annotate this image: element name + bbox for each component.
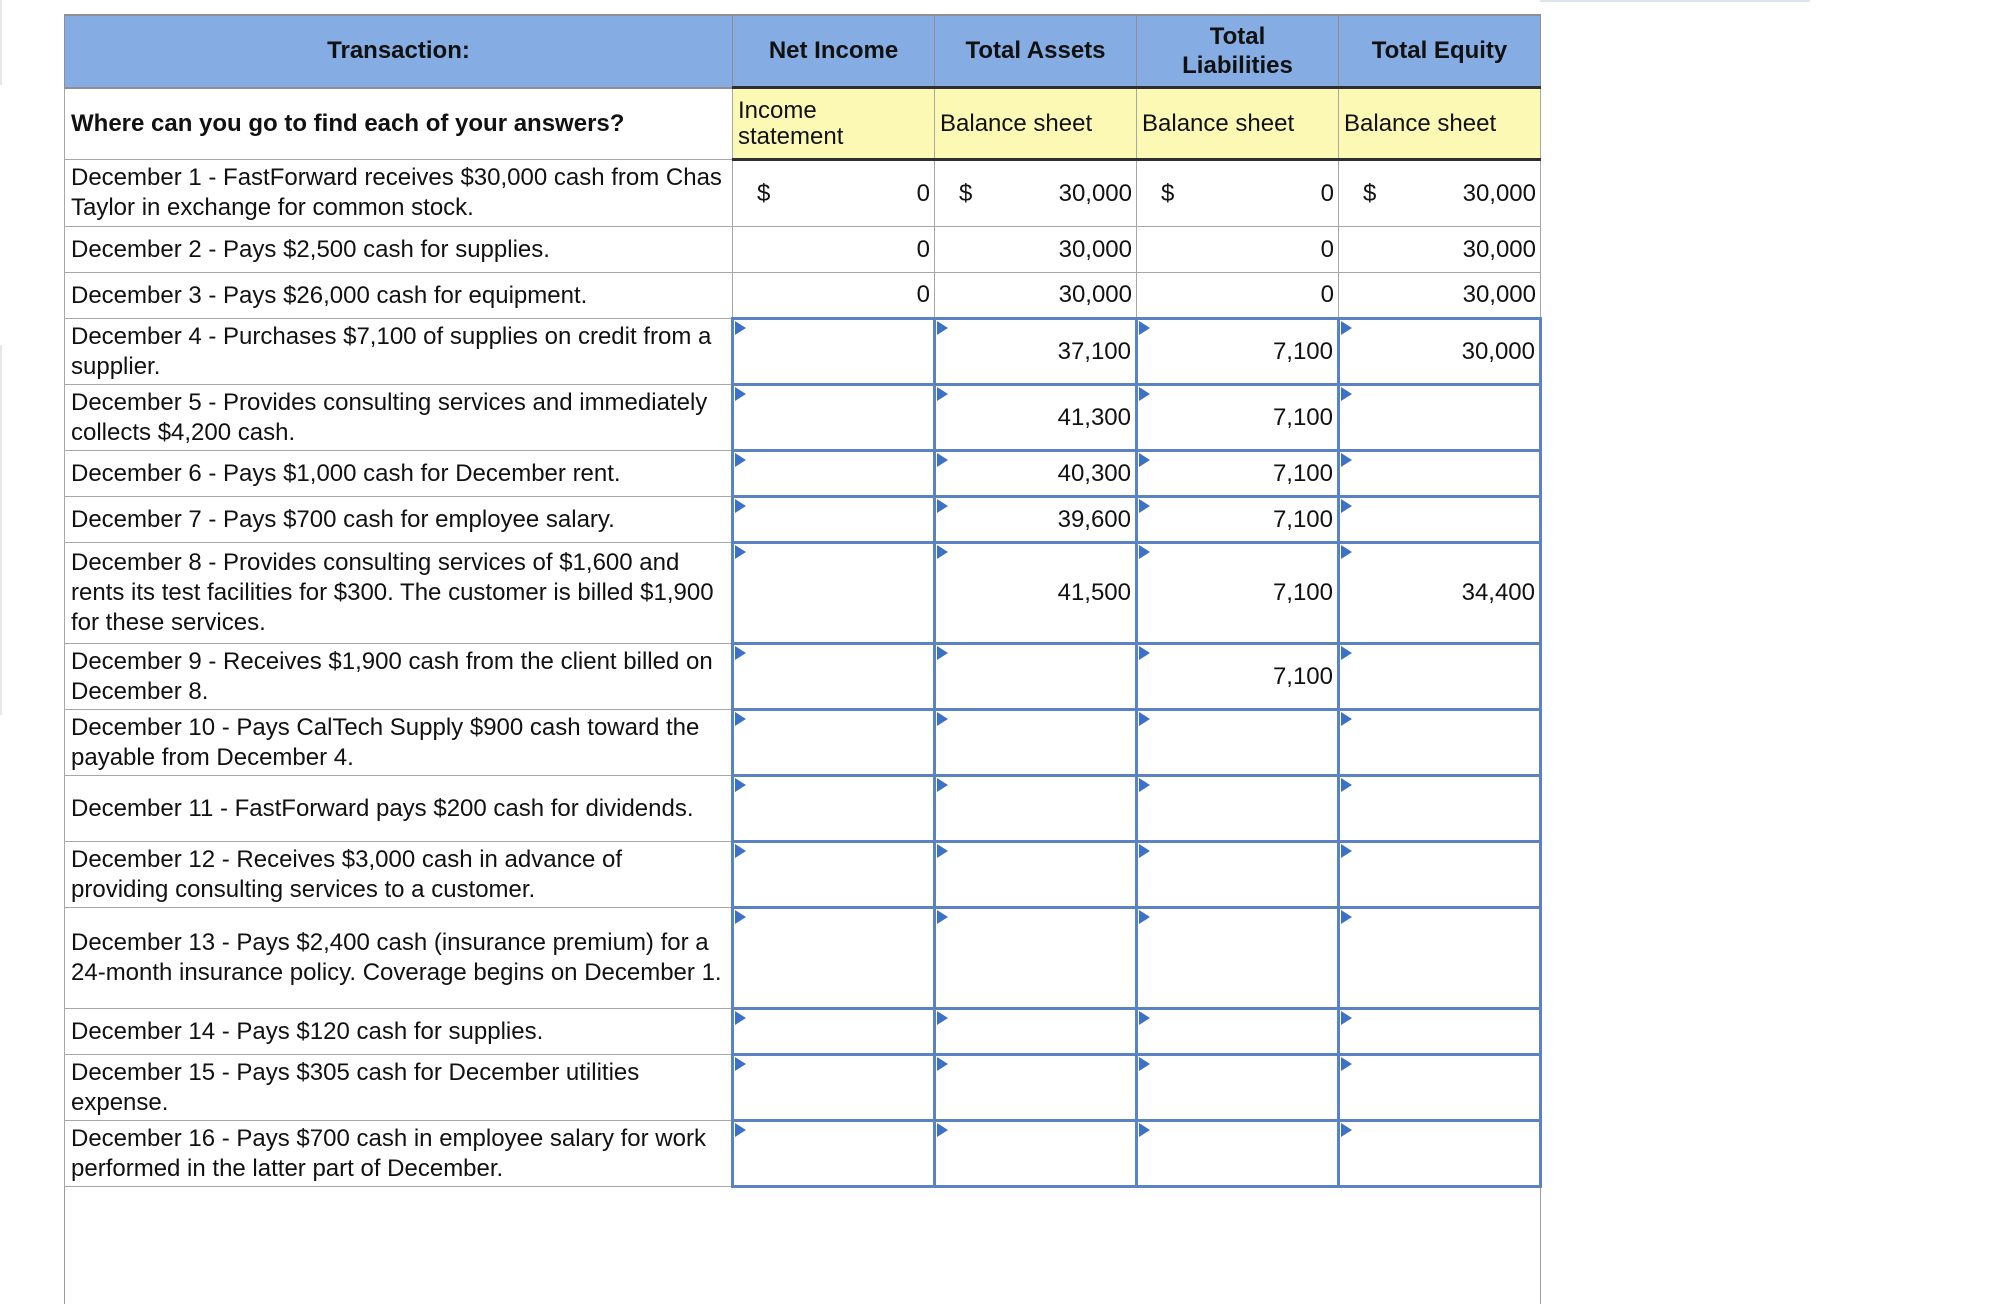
cell-total-equity[interactable] [1339, 385, 1541, 451]
input-marker-icon [1139, 545, 1150, 559]
dollar-sign: $ [757, 179, 771, 207]
transaction-description: December 11 - FastForward pays $200 cash for dividends. [65, 776, 733, 842]
input-marker-icon [937, 910, 948, 924]
input-marker-icon [937, 545, 948, 559]
cell-total-assets[interactable] [935, 644, 1137, 710]
source-net-income-line1: Income [738, 96, 817, 124]
cell-net-income [733, 227, 935, 273]
input-marker-icon [735, 1057, 746, 1071]
top-rule-decoration [1540, 0, 1810, 2]
cell-value: 0 [916, 179, 930, 207]
cell-total-equity[interactable] [1339, 1121, 1541, 1187]
cell-total-liabilities[interactable] [1137, 1121, 1339, 1187]
cell-total-equity[interactable] [1339, 842, 1541, 908]
transaction-description: December 5 - Provides consulting services and immediately collects $4,200 cash. [65, 385, 733, 451]
transaction-description: December 6 - Pays $1,000 cash for December rent. [65, 451, 733, 497]
source-net-income [733, 88, 935, 160]
cell-total-assets[interactable] [935, 842, 1137, 908]
cell-net-income[interactable] [733, 543, 935, 644]
input-marker-icon [1139, 1057, 1150, 1071]
transaction-description: December 15 - Pays $305 cash for December utilities expense. [65, 1055, 733, 1121]
cell-total-liabilities[interactable] [1137, 842, 1339, 908]
input-marker-icon [1139, 453, 1150, 467]
cell-total-liabilities[interactable] [1137, 776, 1339, 842]
cell-value: 0 [1320, 281, 1334, 308]
input-marker-icon [1341, 1057, 1352, 1071]
input-marker-icon [735, 387, 746, 401]
column-header-transaction: Transaction: [65, 15, 733, 88]
transaction-row [65, 319, 1541, 385]
input-marker-icon [735, 321, 746, 335]
input-marker-icon [1139, 499, 1150, 513]
transaction-row [65, 543, 1541, 644]
column-header-net-income: Net Income [733, 15, 935, 88]
cell-value: 7,100 [1272, 459, 1333, 487]
cell-net-income[interactable] [733, 1009, 935, 1055]
input-marker-icon [1341, 387, 1352, 401]
cell-value: 7,100 [1272, 662, 1333, 690]
left-edge-decoration [0, 0, 2, 85]
cell-net-income[interactable] [733, 497, 935, 543]
cell-total-assets [935, 227, 1137, 273]
transaction-row [65, 644, 1541, 710]
transaction-row [65, 160, 1541, 227]
cell-total-equity[interactable] [1339, 543, 1541, 644]
left-edge-decoration [0, 345, 2, 715]
cell-total-liabilities[interactable] [1137, 710, 1339, 776]
cell-net-income[interactable] [733, 1055, 935, 1121]
cell-value: 30,000 [1462, 281, 1536, 308]
input-marker-icon [937, 778, 948, 792]
transaction-row [65, 1121, 1541, 1187]
cell-total-liabilities [1137, 160, 1339, 227]
input-marker-icon [937, 1057, 948, 1071]
input-marker-icon [1139, 778, 1150, 792]
cell-value: 30,000 [1461, 337, 1535, 365]
cell-net-income[interactable] [733, 319, 935, 385]
input-marker-icon [1139, 844, 1150, 858]
source-total-liabilities: Balance sheet [1137, 88, 1339, 160]
transaction-row [65, 710, 1541, 776]
cell-total-liabilities [1137, 273, 1339, 319]
transaction-row [65, 451, 1541, 497]
cell-total-liabilities [1137, 227, 1339, 273]
cell-total-assets[interactable] [935, 543, 1137, 644]
input-marker-icon [735, 712, 746, 726]
input-marker-icon [937, 1123, 948, 1137]
transaction-description: December 8 - Provides consulting services of $1,600 and rents its test facilities for $300. The customer is billed $1,900 for these services. [65, 543, 733, 644]
transaction-row [65, 1009, 1541, 1055]
cell-total-assets [935, 160, 1137, 227]
cell-net-income[interactable] [733, 1121, 935, 1187]
transaction-description: December 1 - FastForward receives $30,000 cash from Chas Taylor in exchange for common stock. [65, 160, 733, 227]
cell-total-liabilities[interactable] [1137, 908, 1339, 1009]
transaction-description: December 2 - Pays $2,500 cash for supplies. [65, 227, 733, 273]
header-row [65, 15, 1541, 88]
input-marker-icon [1341, 453, 1352, 467]
input-marker-icon [1341, 910, 1352, 924]
cell-net-income[interactable] [733, 842, 935, 908]
input-marker-icon [1139, 387, 1150, 401]
cell-total-equity[interactable] [1339, 710, 1541, 776]
cell-value: 30,000 [1462, 235, 1536, 263]
cell-total-assets[interactable] [935, 710, 1137, 776]
cell-value: 7,100 [1272, 579, 1333, 606]
input-marker-icon [1139, 1123, 1150, 1137]
input-marker-icon [937, 321, 948, 335]
cell-value: 37,100 [1057, 337, 1131, 365]
cell-value: 41,300 [1057, 403, 1131, 431]
cell-total-equity[interactable] [1339, 451, 1541, 497]
input-marker-icon [1341, 1123, 1352, 1137]
cell-total-equity[interactable] [1339, 319, 1541, 385]
transaction-row [65, 497, 1541, 543]
input-marker-icon [1341, 778, 1352, 792]
transaction-description: December 7 - Pays $700 cash for employee salary. [65, 497, 733, 543]
cell-value: 0 [1320, 179, 1334, 207]
transaction-description: December 4 - Purchases $7,100 of supplies on credit from a supplier. [65, 319, 733, 385]
input-marker-icon [735, 844, 746, 858]
column-header-total-equity: Total Equity [1339, 15, 1541, 88]
transaction-row [65, 273, 1541, 319]
input-marker-icon [937, 387, 948, 401]
transaction-description: December 9 - Receives $1,900 cash from the client billed on December 8. [65, 644, 733, 710]
cell-total-liabilities[interactable] [1137, 319, 1339, 385]
cell-total-equity[interactable] [1339, 497, 1541, 543]
cell-total-assets[interactable] [935, 776, 1137, 842]
input-marker-icon [937, 1011, 948, 1025]
cell-total-liabilities[interactable] [1137, 1009, 1339, 1055]
input-marker-icon [735, 910, 746, 924]
source-total-assets: Balance sheet [935, 88, 1137, 160]
transaction-description: December 14 - Pays $120 cash for supplies. [65, 1009, 733, 1055]
transaction-description: December 16 - Pays $700 cash in employee salary for work performed in the latter part of December. [65, 1121, 733, 1187]
cell-net-income[interactable] [733, 451, 935, 497]
cell-net-income [733, 273, 935, 319]
cell-total-assets[interactable] [935, 1055, 1137, 1121]
cell-total-assets[interactable] [935, 385, 1137, 451]
transaction-analysis-table [64, 14, 1542, 1188]
input-marker-icon [735, 646, 746, 660]
cell-value: 30,000 [1462, 179, 1536, 207]
cell-value: 30,000 [1058, 235, 1132, 263]
cell-total-assets[interactable] [935, 497, 1137, 543]
cell-total-liabilities[interactable] [1137, 543, 1339, 644]
column-header-total-assets: Total Assets [935, 15, 1137, 88]
cell-value: 30,000 [1058, 281, 1132, 308]
input-marker-icon [1139, 321, 1150, 335]
input-marker-icon [1139, 646, 1150, 660]
input-marker-icon [1341, 646, 1352, 660]
cell-total-equity [1339, 273, 1541, 319]
input-marker-icon [1341, 844, 1352, 858]
cell-total-assets[interactable] [935, 1009, 1137, 1055]
input-marker-icon [735, 1011, 746, 1025]
source-net-income-line2: statement [738, 122, 844, 150]
cell-total-assets [935, 273, 1137, 319]
input-marker-icon [735, 778, 746, 792]
cell-net-income[interactable] [733, 776, 935, 842]
transaction-row [65, 385, 1541, 451]
column-header-total-liabilities [1137, 15, 1339, 88]
input-marker-icon [735, 545, 746, 559]
sources-row [65, 88, 1541, 160]
dollar-sign: $ [1161, 179, 1175, 207]
cell-value: 0 [916, 281, 930, 308]
cell-net-income[interactable] [733, 644, 935, 710]
cell-total-equity[interactable] [1339, 1009, 1541, 1055]
cell-net-income[interactable] [733, 908, 935, 1009]
cell-total-assets[interactable] [935, 451, 1137, 497]
cell-value: 7,100 [1272, 337, 1333, 365]
cell-value: 7,100 [1272, 403, 1333, 431]
cell-total-equity[interactable] [1339, 1055, 1541, 1121]
transaction-row [65, 1055, 1541, 1121]
cell-net-income[interactable] [733, 710, 935, 776]
cell-value: 0 [1320, 235, 1334, 263]
input-marker-icon [1139, 712, 1150, 726]
cell-total-liabilities[interactable] [1137, 451, 1339, 497]
cell-net-income[interactable] [733, 385, 935, 451]
transaction-description: December 10 - Pays CalTech Supply $900 cash toward the payable from December 4. [65, 710, 733, 776]
cell-value: 30,000 [1058, 179, 1132, 207]
input-marker-icon [937, 844, 948, 858]
input-marker-icon [735, 453, 746, 467]
cell-total-assets[interactable] [935, 1121, 1137, 1187]
transaction-description: December 3 - Pays $26,000 cash for equipment. [65, 273, 733, 319]
cell-net-income [733, 160, 935, 227]
sources-question: Where can you go to find each of your answers? [65, 88, 733, 160]
input-marker-icon [1341, 1011, 1352, 1025]
input-marker-icon [1341, 499, 1352, 513]
cell-total-liabilities[interactable] [1137, 497, 1339, 543]
column-header-total-liabilities-line2: Liabilities [1182, 52, 1293, 79]
cell-total-assets[interactable] [935, 908, 1137, 1009]
cell-total-equity [1339, 160, 1541, 227]
transaction-row [65, 776, 1541, 842]
dollar-sign: $ [959, 179, 973, 207]
cell-total-equity [1339, 227, 1541, 273]
cell-value: 7,100 [1272, 505, 1333, 533]
cell-value: 39,600 [1057, 505, 1131, 533]
cell-value: 0 [916, 235, 930, 263]
cell-total-liabilities[interactable] [1137, 1055, 1339, 1121]
input-marker-icon [937, 453, 948, 467]
cell-total-liabilities[interactable] [1137, 385, 1339, 451]
input-marker-icon [937, 499, 948, 513]
cell-value: 34,400 [1461, 579, 1535, 606]
cell-total-assets[interactable] [935, 319, 1137, 385]
input-marker-icon [1341, 321, 1352, 335]
input-marker-icon [1341, 712, 1352, 726]
transaction-row [65, 227, 1541, 273]
cell-total-equity[interactable] [1339, 908, 1541, 1009]
cell-value: 41,500 [1057, 579, 1131, 606]
input-marker-icon [1139, 1011, 1150, 1025]
cell-total-liabilities[interactable] [1137, 644, 1339, 710]
transaction-row [65, 908, 1541, 1009]
column-header-total-liabilities-line1: Total [1209, 23, 1266, 50]
input-marker-icon [735, 499, 746, 513]
transaction-description: December 13 - Pays $2,400 cash (insurance premium) for a 24-month insurance policy. Coverage begins on December 1. [65, 908, 733, 1009]
input-marker-icon [937, 712, 948, 726]
cell-total-equity[interactable] [1339, 776, 1541, 842]
input-marker-icon [1139, 910, 1150, 924]
input-marker-icon [937, 646, 948, 660]
transaction-row [65, 842, 1541, 908]
cell-value: 40,300 [1057, 459, 1131, 487]
dollar-sign: $ [1363, 179, 1377, 207]
input-marker-icon [735, 1123, 746, 1137]
source-total-equity: Balance sheet [1339, 88, 1541, 160]
transaction-description: December 12 - Receives $3,000 cash in advance of providing consulting services to a customer. [65, 842, 733, 908]
cell-total-equity[interactable] [1339, 644, 1541, 710]
input-marker-icon [1341, 545, 1352, 559]
